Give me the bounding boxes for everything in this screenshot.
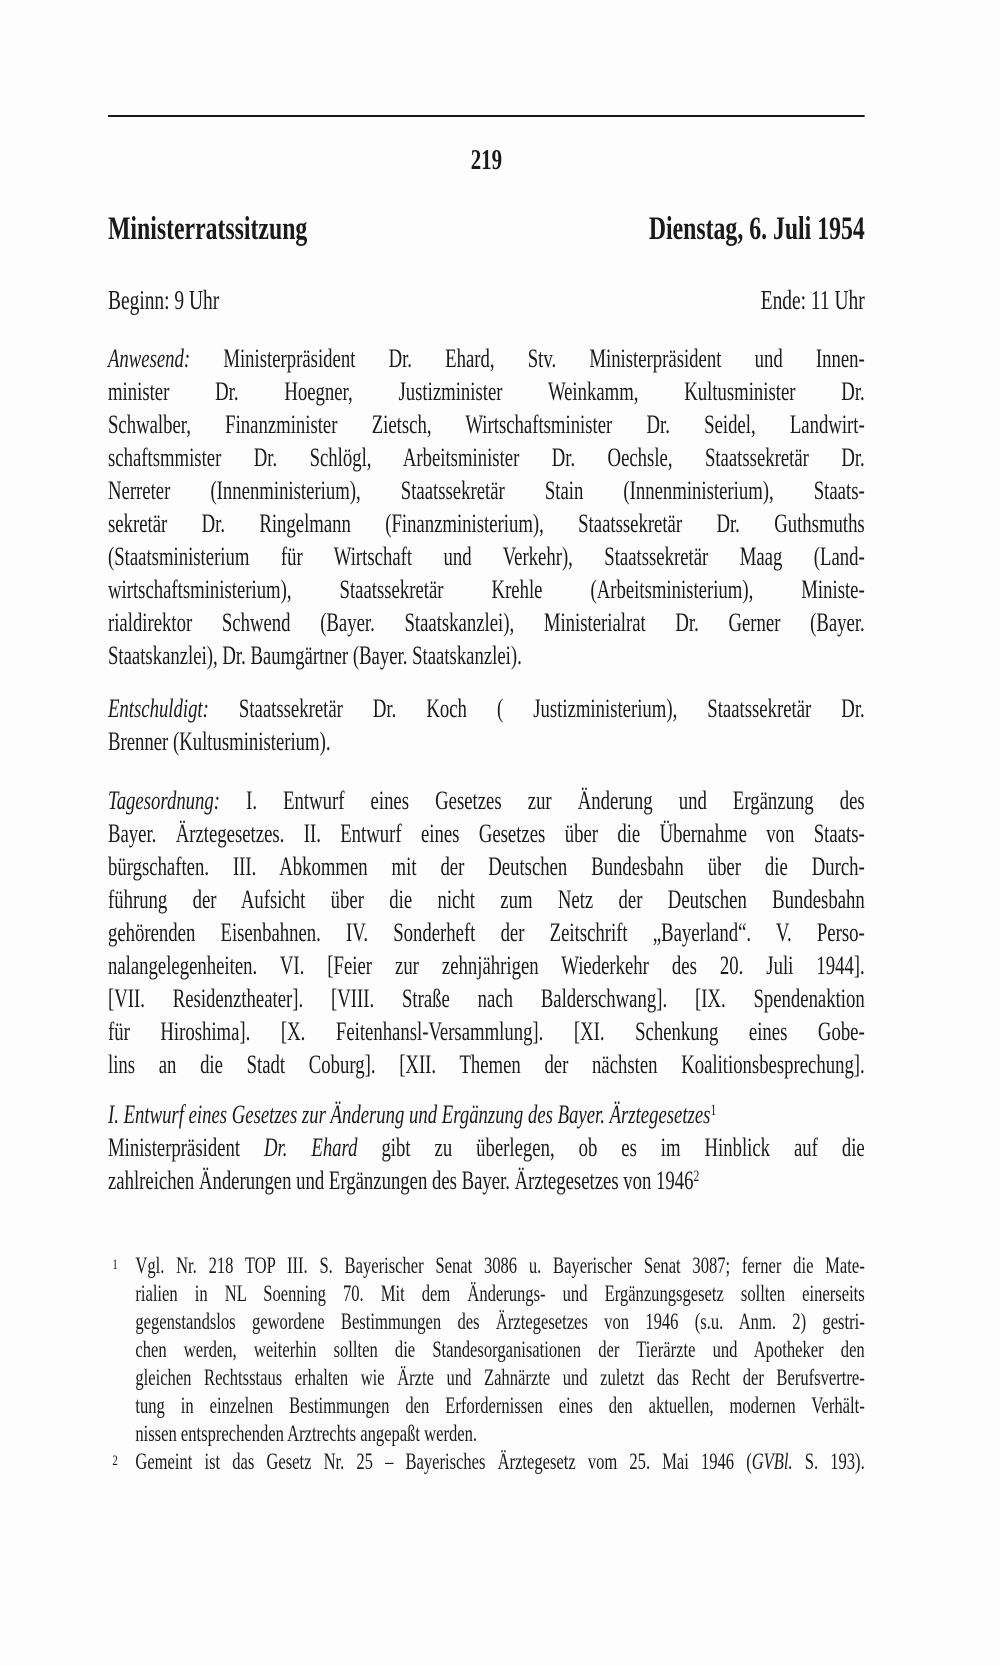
footnote bbox=[108, 1252, 865, 1448]
text-line: führung der Aufsicht über die nicht zum Netz der Deutschen Bundesbahn bbox=[108, 885, 865, 914]
text-line: rialien in NL Soenning 70. Mit dem Änderungs- und Ergänzungsgesetz sollten einerseits bbox=[135, 1281, 865, 1306]
text-line: nalangelegenheiten. VI. [Feier zur zehnjährigen Wiederkehr des 20. Juli 1944]. bbox=[108, 951, 865, 980]
footnote bbox=[108, 1448, 865, 1476]
text-line: Tagesordnung: I. Entwurf eines Gesetzes zur Änderung und Ergänzung des bbox=[108, 786, 865, 815]
excused-paragraph bbox=[108, 692, 865, 758]
text-line: sekretär Dr. Ringelmann (Finanzministerium), Staatssekretär Dr. Guthsmuths bbox=[108, 509, 865, 538]
session-date: Dienstag, 6. Juli 1954 bbox=[648, 211, 865, 247]
footnote-marker: 2 bbox=[112, 1453, 118, 1469]
text-line: I. Entwurf eines Gesetzes zur Änderung und Ergänzung des Bayer. Ärztegesetzes$^1$ bbox=[108, 1100, 717, 1129]
session-title: Ministerratssitzung bbox=[108, 211, 308, 247]
discussion-paragraph bbox=[108, 1131, 865, 1197]
footnote-text bbox=[135, 1448, 864, 1476]
footnote-marker: 1 bbox=[112, 1257, 118, 1273]
text-line: Bayer. Ärztegesetzes. II. Entwurf eines Gesetzes über die Übernahme von Staats- bbox=[108, 819, 865, 848]
text-line: schaftsmmister Dr. Schlögl, Arbeitsminister Dr. Oechsle, Staatssekretär Dr. bbox=[108, 443, 865, 472]
text-line: (Staatsministerium für Wirtschaft und Verkehr), Staatssekretär Maag (Land- bbox=[108, 542, 865, 571]
text-line: Ministerpräsident Dr. Ehard gibt zu überlegen, ob es im Hinblick auf die bbox=[108, 1133, 865, 1162]
footnotes-section bbox=[108, 1252, 865, 1476]
text-line: Vgl. Nr. 218 TOP III. S. Bayerischer Senat 3086 u. Bayerischer Senat 3087; ferner die Mate- bbox=[135, 1253, 865, 1278]
text-line: Schwalber, Finanzminister Zietsch, Wirtschaftsminister Dr. Seidel, Landwirt- bbox=[108, 410, 865, 439]
text-line: gehörenden Eisenbahnen. IV. Sonderheft der Zeitschrift „Bayerland“. V. Perso- bbox=[108, 918, 865, 947]
text-line: nissen entsprechenden Arztrechts angepaßt werden. bbox=[135, 1421, 478, 1446]
agenda-item-heading bbox=[108, 1098, 865, 1131]
session-end-time: Ende: 11 Uhr bbox=[760, 285, 865, 315]
document-content bbox=[108, 0, 865, 1666]
text-line: gegenstandslos gewordene Bestimmungen des Ärztegesetzes von 1946 (s.u. Anm. 2) gestri- bbox=[135, 1309, 865, 1334]
session-times bbox=[108, 285, 865, 316]
text-line: [VII. Residenztheater]. [VIII. Straße nach Balderschwang]. [IX. Spendenaktion bbox=[108, 984, 865, 1013]
text-line: lins an die Stadt Coburg]. [XII. Themen der nächsten Koalitionsbesprechung]. bbox=[108, 1050, 865, 1079]
text-line: gleichen Rechtsstaus erhalten wie Ärzte und Zahnärzte und zuletzt das Recht der Berufsvertre- bbox=[135, 1365, 865, 1390]
header-rule bbox=[108, 115, 865, 117]
text-line: chen werden, weiterhin sollten die Standesorganisationen der Tierärzte und Apotheker den bbox=[135, 1337, 865, 1362]
text-line: tung in einzelnen Bestimmungen den Erfordernissen eines den aktuellen, modernen Verhält- bbox=[135, 1393, 865, 1418]
agenda-paragraph bbox=[108, 784, 865, 1081]
text-line: Brenner (Kultusministerium). bbox=[108, 727, 331, 756]
footnote-text bbox=[135, 1252, 864, 1448]
text-line: Staatskanzlei), Dr. Baumgärtner (Bayer. Staatskanzlei). bbox=[108, 641, 522, 670]
text-line: wirtschaftsministerium), Staatssekretär Krehle (Arbeitsministerium), Ministe- bbox=[108, 575, 865, 604]
text-line: Nerreter (Innenministerium), Staatssekretär Stain (Innenministerium), Staats- bbox=[108, 476, 865, 505]
session-header bbox=[108, 210, 865, 248]
session-begin-time: Beginn: 9 Uhr bbox=[108, 285, 220, 315]
attendees-paragraph bbox=[108, 342, 865, 672]
text-line: zahlreichen Änderungen und Ergänzungen des Bayer. Ärztegesetzes von 1946$^2$ bbox=[108, 1166, 700, 1195]
page-number: 219 bbox=[470, 144, 503, 176]
text-line: Gemeint ist das Gesetz Nr. 25 – Bayerisches Ärztegesetz vom 25. Mai 1946 (GVBl. S. 193). bbox=[135, 1449, 865, 1474]
text-line: Anwesend: Ministerpräsident Dr. Ehard, Stv. Ministerpräsident und Innen- bbox=[108, 344, 865, 373]
text-line: für Hiroshima]. [X. Feitenhansl-Versammlung]. [XI. Schenkung eines Gobe- bbox=[108, 1017, 865, 1046]
text-line: Entschuldigt: Staatssekretär Dr. Koch ( Justizministerium), Staatssekretär Dr. bbox=[108, 694, 865, 723]
text-line: bürgschaften. III. Abkommen mit der Deutschen Bundesbahn über die Durch- bbox=[108, 852, 865, 881]
text-line: rialdirektor Schwend (Bayer. Staatskanzlei), Ministerialrat Dr. Gerner (Bayer. bbox=[108, 608, 865, 637]
text-line: minister Dr. Hoegner, Justizminister Weinkamm, Kultusminister Dr. bbox=[108, 377, 865, 406]
